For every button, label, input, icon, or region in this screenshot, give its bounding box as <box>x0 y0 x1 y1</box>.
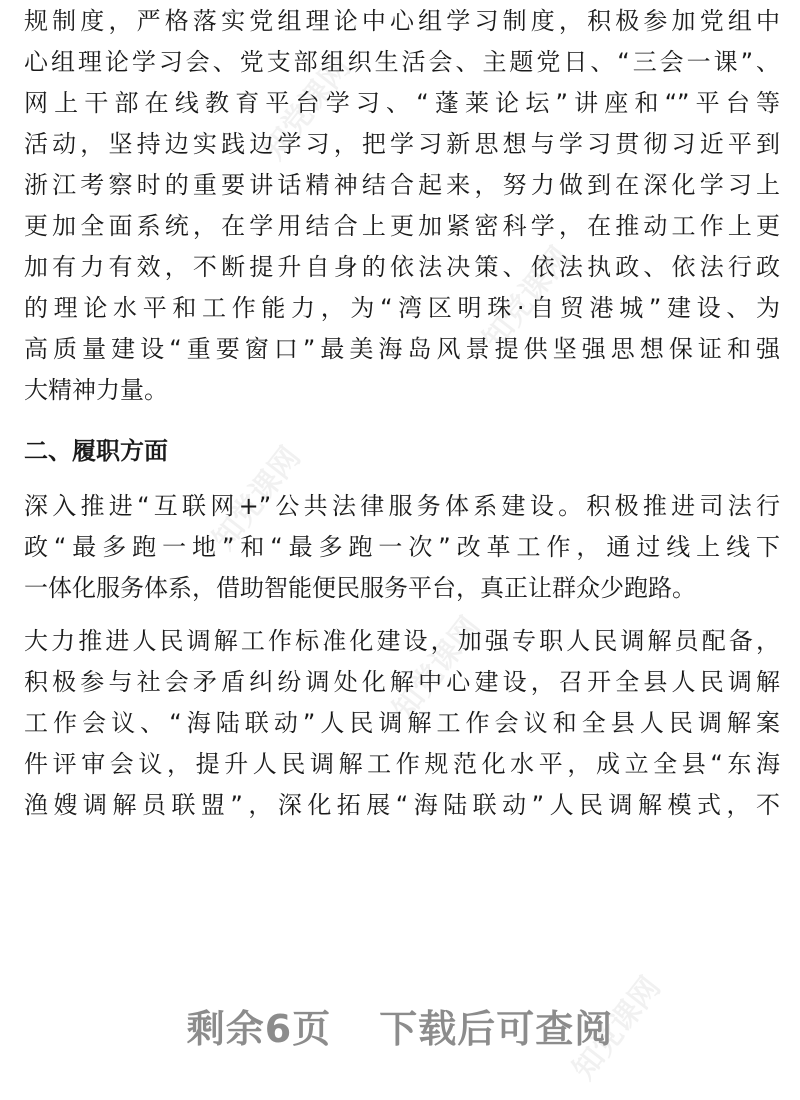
text-line: 大力推进人民调解工作标准化建设，加强专职人民调解员配备， <box>24 627 780 655</box>
paragraph-people-mediation <box>24 621 780 826</box>
section-heading: 二、履职方面 <box>24 437 168 465</box>
text-line: 浙江考察时的重要讲话精神结合起来，努力做到在深化学习上 <box>24 171 780 199</box>
text-line: 网上干部在线教育平台学习、“蓬莱论坛”讲座和“”平台等 <box>24 89 780 117</box>
text-line: 一体化服务体系，借助智能便民服务平台，真正让群众少跑路。 <box>24 574 696 602</box>
text-line: 规制度，严格落实党组理论中心组学习制度，积极参加党组中 <box>24 7 780 35</box>
download-to-view-label[interactable]: 下载后可查阅 <box>379 1007 614 1051</box>
text-line: 件评审会议，提升人民调解工作规范化水平，成立全县“东海 <box>24 750 780 778</box>
watermark: 知党课网 <box>476 240 578 357</box>
text-line: 心组理论学习会、党支部组织生活会、主题党日、“三会一课”、 <box>24 48 780 76</box>
paragraph-internet-legal-services <box>24 486 780 609</box>
text-line: 渔嫂调解员联盟”，深化拓展“海陆联动”人民调解模式，不 <box>24 791 780 819</box>
document-body <box>24 0 780 838</box>
watermark: 知党课网 <box>386 610 488 727</box>
remaining-pages-label[interactable]: 剩余6页 <box>186 1007 332 1051</box>
watermark: 知党课网 <box>206 440 308 557</box>
text-line: 活动，坚持边实践边学习，把学习新思想与学习贯彻习近平到 <box>24 130 780 158</box>
text-line: 加有力有效，不断提升自身的依法决策、依法执政、依法行政 <box>24 253 780 281</box>
text-line: 更加全面系统，在学用结合上更加紧密科学，在推动工作上更 <box>24 212 780 240</box>
download-prompt[interactable] <box>0 998 800 1053</box>
intro-paragraph <box>24 1 780 411</box>
text-line: 积极参与社会矛盾纠纷调处化解中心建设，召开全县人民调解 <box>24 668 780 696</box>
text-line: 大精神力量。 <box>24 376 168 404</box>
text-line: 深入推进“互联网+”公共法律服务体系建设。积极推进司法行 <box>24 492 780 520</box>
text-line: 高质量建设“重要窗口”最美海岛风景提供坚强思想保证和强 <box>24 335 780 363</box>
watermark: 知党课网 <box>256 50 358 167</box>
text-line: 工作会议、“海陆联动”人民调解工作会议和全县人民调解案 <box>24 709 780 737</box>
watermark: 知党课网 <box>566 970 668 1087</box>
text-line: 的理论水平和工作能力，为“湾区明珠·自贸港城”建设、为 <box>24 294 780 322</box>
text-line: 政“最多跑一地”和“最多跑一次”改革工作，通过线上线下 <box>24 533 780 561</box>
